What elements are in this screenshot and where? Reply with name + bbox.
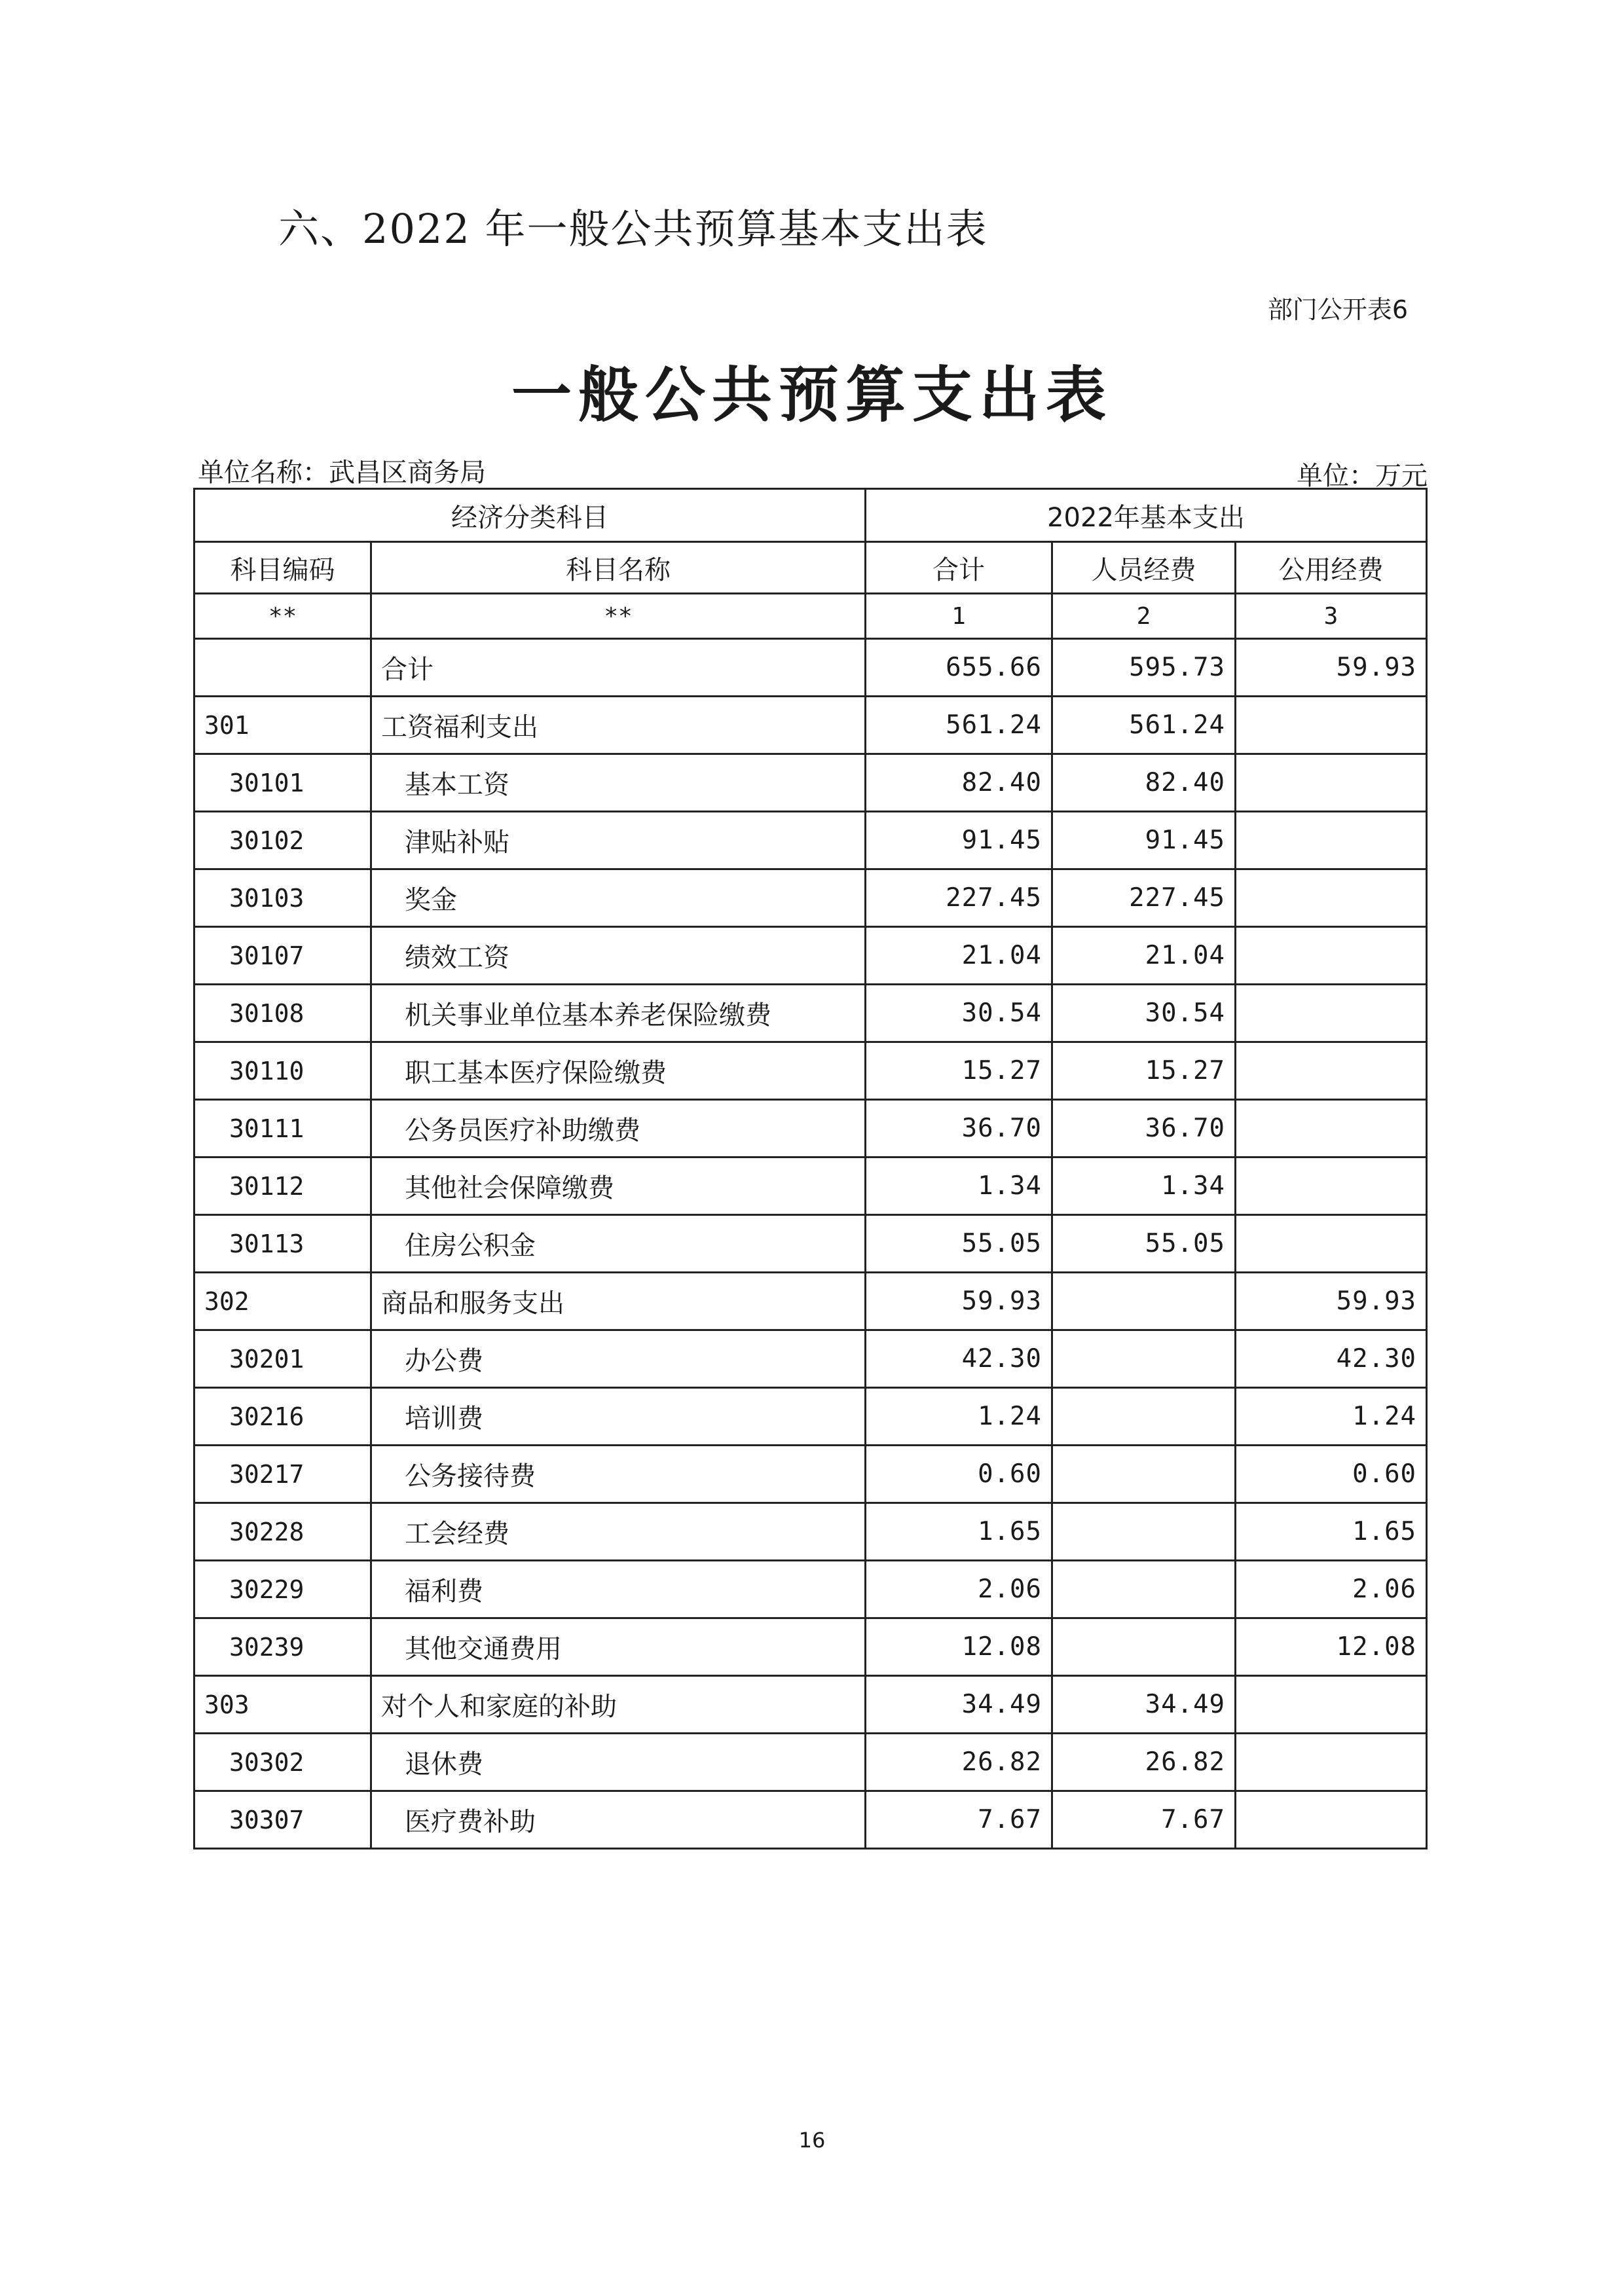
row-public: 0.60	[1236, 1446, 1427, 1503]
table-row	[194, 869, 1427, 927]
index-2: 2	[1052, 594, 1236, 639]
page-number: 16	[798, 2128, 826, 2153]
table-row	[194, 1273, 1427, 1330]
header-public: 公用经费	[1236, 542, 1427, 594]
row-name: 工资福利支出	[371, 697, 866, 754]
row-name: 公务接待费	[371, 1446, 866, 1503]
row-personnel: 36.70	[1052, 1100, 1236, 1157]
row-total: 655.66	[866, 639, 1052, 697]
row-personnel: 561.24	[1052, 697, 1236, 754]
row-total: 42.30	[866, 1330, 1052, 1388]
row-code: 30102	[194, 812, 371, 869]
row-personnel	[1052, 1273, 1236, 1330]
row-public: 1.65	[1236, 1503, 1427, 1561]
row-name: 办公费	[371, 1330, 866, 1388]
row-public	[1236, 1157, 1427, 1215]
table-row	[194, 927, 1427, 985]
header-name: 科目名称	[371, 542, 866, 594]
row-total: 1.34	[866, 1157, 1052, 1215]
row-total: 1.65	[866, 1503, 1052, 1561]
row-public	[1236, 1100, 1427, 1157]
row-total: 26.82	[866, 1734, 1052, 1791]
header-total: 合计	[866, 542, 1052, 594]
table-row	[194, 1676, 1427, 1734]
row-total: 1.24	[866, 1388, 1052, 1446]
row-personnel: 91.45	[1052, 812, 1236, 869]
row-code: 30111	[194, 1100, 371, 1157]
row-code: 30103	[194, 869, 371, 927]
row-public: 12.08	[1236, 1618, 1427, 1676]
row-code: 302	[194, 1273, 371, 1330]
row-code: 30229	[194, 1561, 371, 1618]
header-code: 科目编码	[194, 542, 371, 594]
row-code: 30302	[194, 1734, 371, 1791]
unit-label: 单位：万元	[1297, 461, 1428, 491]
row-name: 住房公积金	[371, 1215, 866, 1273]
row-code: 30107	[194, 927, 371, 985]
table-row	[194, 1215, 1427, 1273]
row-personnel: 1.34	[1052, 1157, 1236, 1215]
row-total: 0.60	[866, 1446, 1052, 1503]
main-title: 一般公共预算支出表	[511, 359, 1113, 430]
row-personnel: 26.82	[1052, 1734, 1236, 1791]
table-row	[194, 1042, 1427, 1100]
row-name: 合计	[371, 639, 866, 697]
row-name: 对个人和家庭的补助	[371, 1676, 866, 1734]
header-econ-class: 经济分类科目	[194, 489, 866, 542]
row-total: 91.45	[866, 812, 1052, 869]
row-public	[1236, 927, 1427, 985]
row-personnel: 55.05	[1052, 1215, 1236, 1273]
table-row	[194, 1446, 1427, 1503]
budget-table	[193, 488, 1428, 1850]
row-public	[1236, 1676, 1427, 1734]
header-personnel: 人员经费	[1052, 542, 1236, 594]
table-row	[194, 754, 1427, 812]
row-code: 303	[194, 1676, 371, 1734]
row-total: 34.49	[866, 1676, 1052, 1734]
row-code: 30216	[194, 1388, 371, 1446]
row-code: 30217	[194, 1446, 371, 1503]
row-code: 30239	[194, 1618, 371, 1676]
row-name: 福利费	[371, 1561, 866, 1618]
row-total: 21.04	[866, 927, 1052, 985]
row-public	[1236, 1734, 1427, 1791]
row-name: 医疗费补助	[371, 1791, 866, 1849]
row-total: 59.93	[866, 1273, 1052, 1330]
table-row	[194, 1330, 1427, 1388]
row-public	[1236, 754, 1427, 812]
row-total: 7.67	[866, 1791, 1052, 1849]
row-personnel	[1052, 1561, 1236, 1618]
table-body	[194, 639, 1427, 1849]
row-code	[194, 639, 371, 697]
row-name: 机关事业单位基本养老保险缴费	[371, 985, 866, 1042]
row-total: 12.08	[866, 1618, 1052, 1676]
row-name: 公务员医疗补助缴费	[371, 1100, 866, 1157]
row-public	[1236, 869, 1427, 927]
row-name: 退休费	[371, 1734, 866, 1791]
row-code: 30112	[194, 1157, 371, 1215]
row-public: 1.24	[1236, 1388, 1427, 1446]
row-public: 42.30	[1236, 1330, 1427, 1388]
row-code: 30307	[194, 1791, 371, 1849]
row-public: 59.93	[1236, 1273, 1427, 1330]
row-public	[1236, 697, 1427, 754]
row-total: 55.05	[866, 1215, 1052, 1273]
row-total: 15.27	[866, 1042, 1052, 1100]
row-name: 其他交通费用	[371, 1618, 866, 1676]
row-name: 商品和服务支出	[371, 1273, 866, 1330]
row-personnel	[1052, 1503, 1236, 1561]
row-personnel: 7.67	[1052, 1791, 1236, 1849]
table-row	[194, 985, 1427, 1042]
row-name: 其他社会保障缴费	[371, 1157, 866, 1215]
row-total: 227.45	[866, 869, 1052, 927]
row-code: 30108	[194, 985, 371, 1042]
row-name: 奖金	[371, 869, 866, 927]
index-3: 3	[1236, 594, 1427, 639]
row-code: 30228	[194, 1503, 371, 1561]
row-name: 基本工资	[371, 754, 866, 812]
table-row	[194, 1561, 1427, 1618]
row-personnel: 82.40	[1052, 754, 1236, 812]
row-code: 30201	[194, 1330, 371, 1388]
table-row	[194, 1503, 1427, 1561]
form-number: 部门公开表6	[1267, 295, 1408, 324]
table-row	[194, 1791, 1427, 1849]
row-personnel: 30.54	[1052, 985, 1236, 1042]
row-total: 2.06	[866, 1561, 1052, 1618]
row-total: 561.24	[866, 697, 1052, 754]
row-code: 30113	[194, 1215, 371, 1273]
table-row	[194, 1157, 1427, 1215]
index-name: **	[371, 594, 866, 639]
unit-name: 单位名称：武昌区商务局	[198, 458, 486, 488]
row-personnel: 227.45	[1052, 869, 1236, 927]
section-title: 六、2022 年一般公共预算基本支出表	[278, 205, 988, 253]
row-personnel: 15.27	[1052, 1042, 1236, 1100]
row-public: 59.93	[1236, 639, 1427, 697]
row-name: 津贴补贴	[371, 812, 866, 869]
table-row	[194, 1618, 1427, 1676]
table-row	[194, 1734, 1427, 1791]
row-personnel	[1052, 1446, 1236, 1503]
row-total: 30.54	[866, 985, 1052, 1042]
row-code: 30110	[194, 1042, 371, 1100]
row-public	[1236, 985, 1427, 1042]
table-row	[194, 812, 1427, 869]
table-row	[194, 639, 1427, 697]
row-personnel	[1052, 1388, 1236, 1446]
row-personnel	[1052, 1330, 1236, 1388]
row-code: 30101	[194, 754, 371, 812]
row-personnel: 595.73	[1052, 639, 1236, 697]
index-1: 1	[866, 594, 1052, 639]
row-name: 职工基本医疗保险缴费	[371, 1042, 866, 1100]
row-personnel: 34.49	[1052, 1676, 1236, 1734]
row-personnel	[1052, 1618, 1236, 1676]
row-public	[1236, 1042, 1427, 1100]
table-row	[194, 1388, 1427, 1446]
header-basic-expenditure: 2022年基本支出	[866, 489, 1427, 542]
row-public	[1236, 1215, 1427, 1273]
row-name: 绩效工资	[371, 927, 866, 985]
table-row	[194, 1100, 1427, 1157]
row-public	[1236, 812, 1427, 869]
row-name: 工会经费	[371, 1503, 866, 1561]
row-public	[1236, 1791, 1427, 1849]
row-public: 2.06	[1236, 1561, 1427, 1618]
row-total: 36.70	[866, 1100, 1052, 1157]
table-row	[194, 697, 1427, 754]
row-code: 301	[194, 697, 371, 754]
row-personnel: 21.04	[1052, 927, 1236, 985]
row-name: 培训费	[371, 1388, 866, 1446]
index-code: **	[194, 594, 371, 639]
row-total: 82.40	[866, 754, 1052, 812]
